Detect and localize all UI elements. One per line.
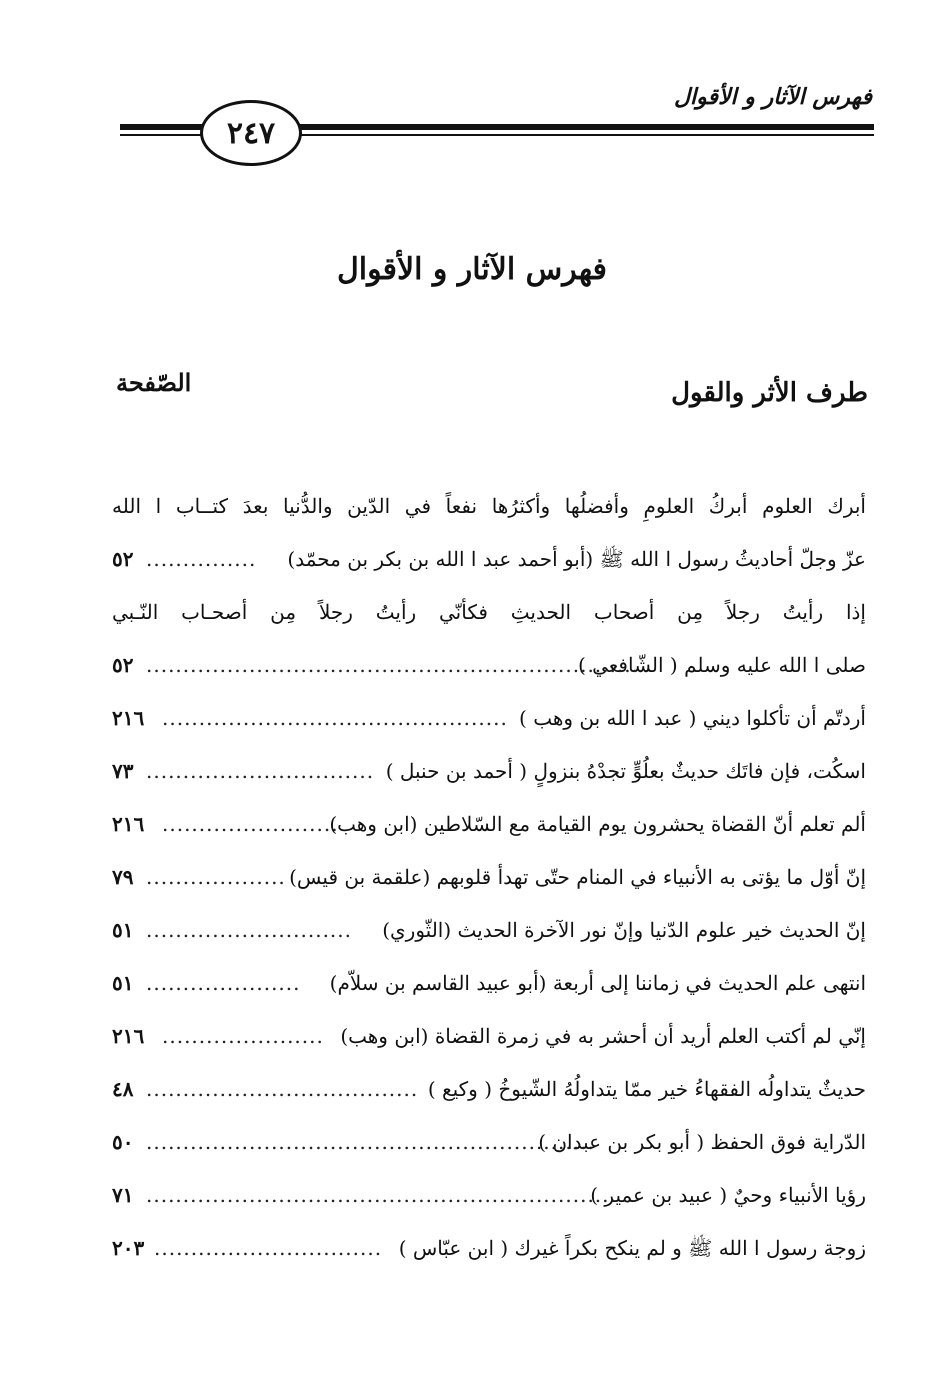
- index-entry: [112, 957, 866, 1010]
- entry-text: أردتّم أن تأكلوا ديني ( عبد ا الله بن وهب ): [519, 706, 866, 730]
- entry-page-number: ٥٠: [112, 1130, 134, 1154]
- index-entry: [112, 904, 866, 957]
- entry-text: حديثٌ يتداولُه الفقهاءُ خير ممّا يتداولُهُ الشّيوخُ ( وكيع ): [427, 1077, 866, 1101]
- entry-text: إنّ الحديث خير علوم الدّنيا وإنّ نور الآخرة الحديث (الثّوري): [382, 918, 866, 942]
- entry-page-number: ٥٢: [112, 547, 134, 571]
- column-heading-page: الصّفحة: [116, 368, 192, 397]
- index-entry: [112, 1222, 866, 1275]
- dot-leader: ........................: [162, 812, 339, 836]
- entry-text: إنّي لم أكتب العلم أريد أن أحشر به في زمرة القضاة (ابن وهب): [340, 1024, 866, 1048]
- index-entry-list: [112, 480, 866, 1275]
- index-entry: [112, 1010, 866, 1063]
- dot-leader: ......................: [162, 1024, 324, 1048]
- entry-page-number: ٧٩: [112, 865, 134, 889]
- entry-text: إنّ أوّل ما يؤتى به الأنبياء في المنام حتّى تهدأ قلوبهم (علقمة بن قيس): [289, 865, 866, 889]
- index-entry: [112, 1116, 866, 1169]
- index-title: فهرس الآثار و الأقوال: [337, 252, 607, 287]
- index-entry: [112, 851, 866, 904]
- entry-text: ألم تعلم أنّ القضاة يحشرون يوم القيامة مع السّلاطين (ابن وهب): [329, 812, 866, 836]
- index-entry: [112, 1063, 866, 1116]
- dot-leader: ...............................................: [162, 706, 508, 730]
- entry-page-number: ٧١: [112, 1183, 134, 1207]
- dot-leader: .............................................................: [146, 1130, 595, 1154]
- index-entry: [112, 586, 866, 639]
- entry-page-number: ٢٠٣: [112, 1236, 145, 1260]
- index-entry: [112, 798, 866, 851]
- entry-page-number: ٧٣: [112, 759, 134, 783]
- dot-leader: ............................: [146, 918, 353, 942]
- entry-page-number: ٥٢: [112, 653, 134, 677]
- column-heading-entry: طرف الأثر والقول: [671, 378, 868, 408]
- entry-text: زوجة رسول ا الله ﷺ و لم ينكح بكراً غيرك ( ابن عبّاس ): [398, 1236, 866, 1260]
- dot-leader: ...............................: [146, 759, 375, 783]
- dot-leader: ...................................................................: [146, 653, 639, 677]
- entry-page-number: ٥١: [112, 971, 134, 995]
- running-header-title: فهرس الآثار و الأقوال: [674, 84, 872, 110]
- index-entry: [112, 692, 866, 745]
- dot-leader: ...................: [146, 865, 286, 889]
- index-entry: [112, 639, 866, 692]
- page-number: ٢٤٧: [200, 100, 302, 166]
- index-entry: [112, 745, 866, 798]
- entry-text: عزّ وجلّ أحاديثُ رسول ا الله ﷺ (أبو أحمد عبد ا الله بن بكر بن محمّد): [287, 547, 866, 571]
- entry-page-number: ٢١٦: [112, 706, 145, 730]
- dot-leader: .....................................: [146, 1077, 419, 1101]
- index-entry: [112, 533, 866, 586]
- entry-page-number: ٢١٦: [112, 812, 145, 836]
- entry-text: الدّراية فوق الحفظ ( أبو بكر بن عبدان ): [538, 1130, 866, 1154]
- dot-leader: .....................: [146, 971, 301, 995]
- entry-text: أبرك العلوم أبركُ العلومِ وأفضلُها وأكثرُها نفعاً في الدّين والدُّنيا بعدَ كتــاب ا الله: [112, 494, 866, 518]
- entry-text: صلى ا الله عليه وسلم ( الشّافعي ): [577, 653, 866, 677]
- entry-text: رؤيا الأنبياء وحيٌ ( عبيد بن عمير ): [590, 1183, 866, 1207]
- entry-page-number: ٢١٦: [112, 1024, 145, 1048]
- dot-leader: ...............................: [154, 1236, 383, 1260]
- entry-page-number: ٥١: [112, 918, 134, 942]
- entry-page-number: ٤٨: [112, 1077, 134, 1101]
- entry-text: إذا رأيتُ رجلاً مِن أصحاب الحديثِ فكأنّي رأيتُ رجلاً مِن أصحـاب النّـبي: [112, 600, 866, 624]
- entry-text: اسكُت، فإن فاتَك حديثٌ بعلُوٍّ تجدْهُ بنزولٍ ( أحمد بن حنبل ): [385, 759, 866, 783]
- dot-leader: ................................................................: [146, 1183, 617, 1207]
- entry-text: انتهى علم الحديث في زماننا إلى أربعة (أبو عبيد القاسم بن سلاّم): [329, 971, 866, 995]
- index-entry: [112, 1169, 866, 1222]
- dot-leader: ...............: [146, 547, 257, 571]
- index-entry: [112, 480, 866, 533]
